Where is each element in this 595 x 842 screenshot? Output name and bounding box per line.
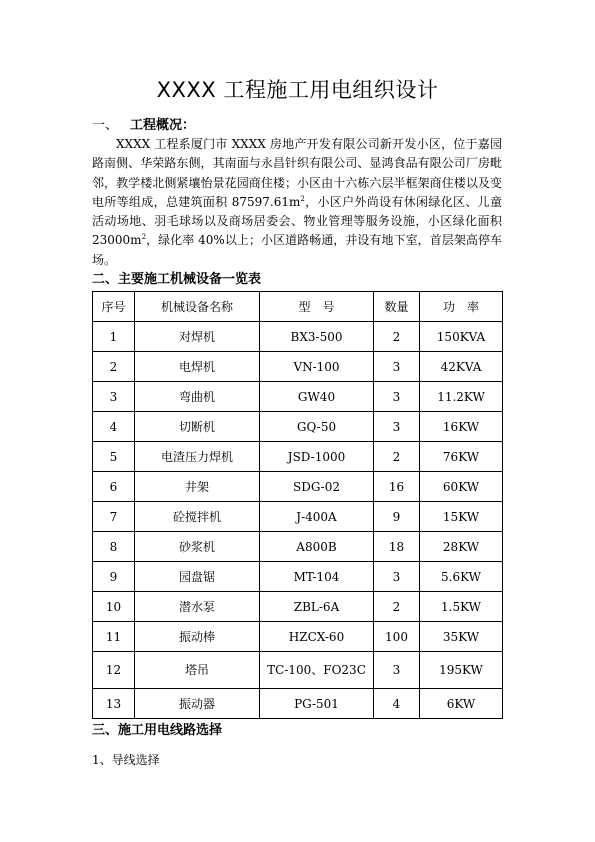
table-row (93, 382, 503, 412)
cell-index: 5 (93, 442, 135, 472)
cell-index: 9 (93, 562, 135, 592)
section-2-heading: 二、主要施工机械设备一览表 (92, 272, 262, 287)
cell-model: SDG-02 (260, 472, 374, 502)
cell-quantity: 16 (374, 472, 420, 502)
cell-equipment-name: 弯曲机 (135, 382, 260, 412)
table-row (93, 322, 503, 352)
table-row (93, 592, 503, 622)
document-title: XXXX 工程施工用电组织设计 (156, 78, 439, 102)
cell-equipment-name: 电焊机 (135, 352, 260, 382)
cell-index: 11 (93, 622, 135, 652)
cell-model: MT-104 (260, 562, 374, 592)
cell-equipment-name: 对焊机 (135, 322, 260, 352)
cell-model: ZBL-6A (260, 592, 374, 622)
cell-quantity: 18 (374, 532, 420, 562)
cell-power: 76KW (420, 442, 503, 472)
cell-quantity: 3 (374, 562, 420, 592)
cell-power: 11.2KW (420, 382, 503, 412)
cell-power: 28KW (420, 532, 503, 562)
cell-model: J-400A (260, 502, 374, 532)
header-power: 功 率 (420, 292, 503, 322)
table-row (93, 689, 503, 719)
header-equipment-name: 机械设备名称 (135, 292, 260, 322)
table-row (93, 622, 503, 652)
cell-power: 15KW (420, 502, 503, 532)
cell-equipment-name: 潜水泵 (135, 592, 260, 622)
cell-model: VN-100 (260, 352, 374, 382)
header-model: 型 号 (260, 292, 374, 322)
cell-power: 195KW (420, 652, 503, 689)
cell-model: TC-100、FO23C (260, 652, 374, 689)
cell-model: GW40 (260, 382, 374, 412)
subsection-1-heading: 1、导线选择 (92, 753, 160, 767)
overview-text-2: ，小区户外尚设有休闲绿化区、儿童活动场地、羽毛球场以及商场居委会、物业管理等服务设施，小区绿化面积 23000m (92, 194, 502, 248)
cell-equipment-name: 园盘锯 (135, 562, 260, 592)
table-row (93, 412, 503, 442)
cell-equipment-name: 切断机 (135, 412, 260, 442)
cell-power: 5.6KW (420, 562, 503, 592)
table-row (93, 352, 503, 382)
cell-equipment-name: 振动棒 (135, 622, 260, 652)
cell-power: 6KW (420, 689, 503, 719)
overview-sup-2: 2 (141, 233, 147, 242)
table-header-row (93, 292, 503, 322)
section-1-heading (92, 114, 195, 133)
cell-index: 1 (93, 322, 135, 352)
cell-index: 6 (93, 472, 135, 502)
cell-model: BX3-500 (260, 322, 374, 352)
section-1-number: 一、 (92, 118, 119, 133)
cell-power: 16KW (420, 412, 503, 442)
cell-equipment-name: 井架 (135, 472, 260, 502)
cell-power: 60KW (420, 472, 503, 502)
cell-quantity: 9 (374, 502, 420, 532)
overview-paragraph (92, 135, 502, 270)
cell-index: 2 (93, 352, 135, 382)
overview-text-3: ，绿化率 40%以上；小区道路畅通，并设有地下室，首层架高停车场。 (92, 233, 502, 267)
header-index: 序号 (93, 292, 135, 322)
cell-equipment-name: 砼搅拌机 (135, 502, 260, 532)
table-row (93, 472, 503, 502)
cell-power: 150KVA (420, 322, 503, 352)
overview-sup-1: 2 (300, 194, 305, 203)
cell-quantity: 4 (374, 689, 420, 719)
cell-power: 1.5KW (420, 592, 503, 622)
cell-quantity: 2 (374, 322, 420, 352)
cell-index: 4 (93, 412, 135, 442)
section-3-heading: 三、施工用电线路选择 (92, 723, 223, 738)
cell-equipment-name: 砂浆机 (135, 532, 260, 562)
cell-model: GQ-50 (260, 412, 374, 442)
cell-quantity: 3 (374, 412, 420, 442)
equipment-table (92, 291, 503, 719)
cell-quantity: 3 (374, 652, 420, 689)
table-row (93, 532, 503, 562)
cell-quantity: 2 (374, 592, 420, 622)
table-row (93, 652, 503, 689)
cell-power: 42KVA (420, 352, 503, 382)
cell-index: 12 (93, 652, 135, 689)
cell-quantity: 3 (374, 382, 420, 412)
table-row (93, 502, 503, 532)
cell-model: A800B (260, 532, 374, 562)
header-quantity: 数量 (374, 292, 420, 322)
cell-quantity: 3 (374, 352, 420, 382)
cell-index: 7 (93, 502, 135, 532)
cell-equipment-name: 振动器 (135, 689, 260, 719)
table-row (93, 562, 503, 592)
cell-index: 8 (93, 532, 135, 562)
cell-quantity: 100 (374, 622, 420, 652)
cell-index: 10 (93, 592, 135, 622)
cell-model: JSD-1000 (260, 442, 374, 472)
cell-model: HZCX-60 (260, 622, 374, 652)
overview-text-1: XXXX 工程系厦门市 XXXX 房地产开发有限公司新开发小区，位于嘉园路南侧、华荣路东侧，其南面与永昌针织有限公司、显鸿食品有限公司厂房毗邻，教学楼北侧紧壤怡景花园商住楼；小区由十六栋六层半框架商住楼以及变电所等组成，总建筑面积 87597.61m (92, 137, 502, 209)
cell-equipment-name: 塔吊 (135, 652, 260, 689)
cell-index: 3 (93, 382, 135, 412)
cell-model: PG-501 (260, 689, 374, 719)
table-row (93, 442, 503, 472)
cell-quantity: 2 (374, 442, 420, 472)
cell-index: 13 (93, 689, 135, 719)
cell-power: 35KW (420, 622, 503, 652)
section-1-title: 工程概况： (130, 118, 196, 133)
cell-equipment-name: 电渣压力焊机 (135, 442, 260, 472)
